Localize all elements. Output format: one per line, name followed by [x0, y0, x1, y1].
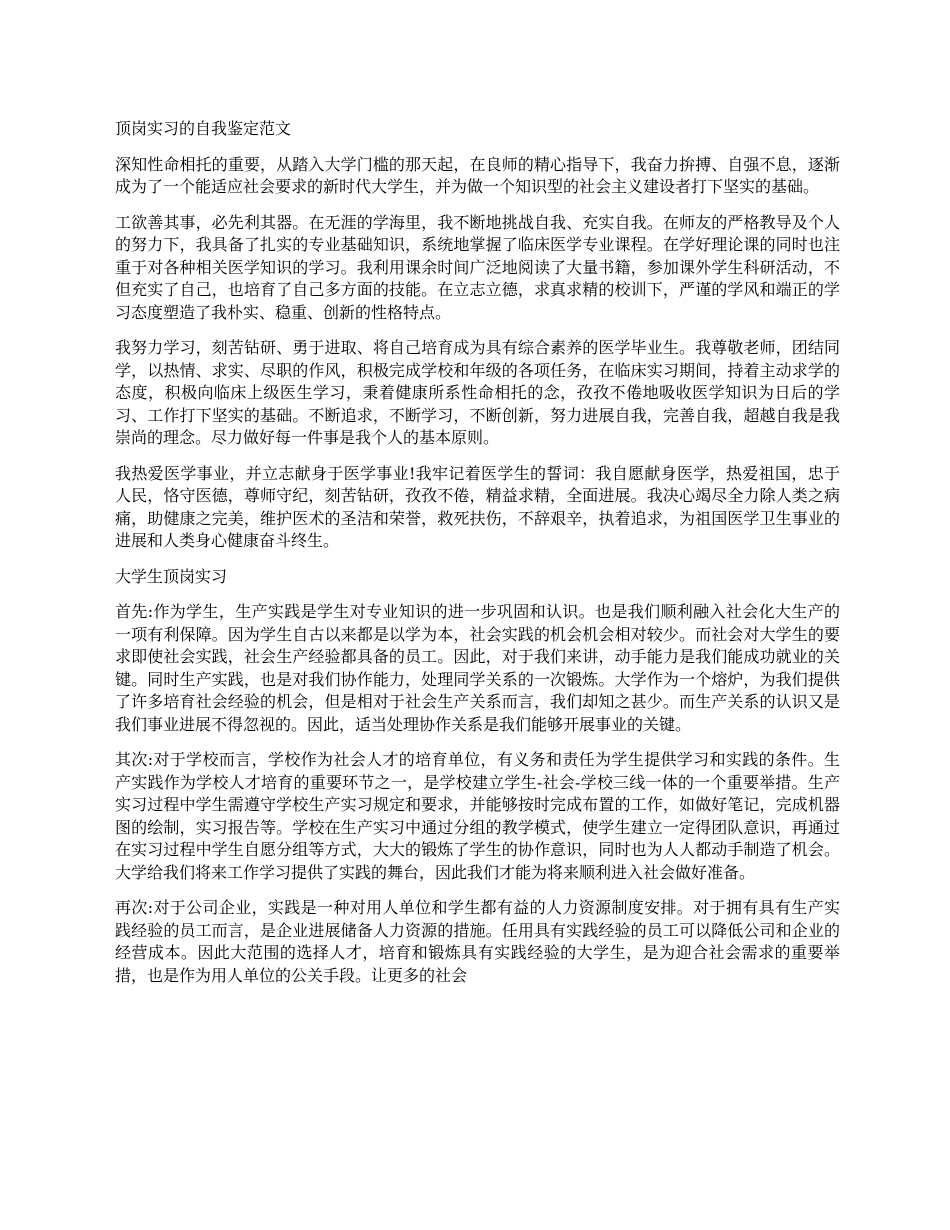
document-title: 顶岗实习的自我鉴定范文: [115, 119, 292, 138]
paragraph: 其次:对于学校而言，学校作为社会人才的培育单位，有义务和责任为学生提供学习和实践的条件。生产实践作为学校人才培育的重要环节之一，是学校建立学生-社会-学校三线一体的一个重要举措。生产实习过程中学生需遵守学校生产实习规定和要求，并能够按时完成布置的工作，如做好笔记，完成机器图的绘制，实习报告等。学校在生产实习中通过分组的教学模式，使学生建立一定得团队意识，再通过在实习过程中学生自愿分组等方式，大大的锻炼了学生的协作意识，同时也为人人都动手制造了机会。大学给我们将来工作学习提供了实践的舞台，因此我们才能为将来顺利进入社会做好准备。: [115, 750, 840, 882]
paragraph: 深知性命相托的重要，从踏入大学门槛的那天起，在良师的精心指导下，我奋力拚搏、自强不息，逐渐成为了一个能适应社会要求的新时代大学生，并为做一个知识型的社会主义建设者打下坚实的基础。: [115, 154, 840, 196]
section-heading: 大学生顶岗实习: [115, 566, 228, 586]
document-page: [115, 118, 840, 1000]
paragraph: 再次:对于公司企业，实践是一种对用人单位和学生都有益的人力资源制度安排。对于拥有具有生产实践经验的员工而言，是企业进展储备人力资源的措施。任用具有实践经验的员工可以降低公司和企业的经营成本。因此大范围的选择人才，培育和锻炼具有实践经验的大学生，是为迎合社会需求的重要举措，也是作为用人单位的公关手段。让更多的社会: [115, 898, 840, 985]
paragraph: 我热爱医学事业，并立志献身于医学事业!我牢记着医学生的誓词：我自愿献身医学，热爱祖国，忠于人民，恪守医德，尊师守纪，刻苦钻研，孜孜不倦，精益求精，全面进展。我决心竭尽全力除人类之病痛，助健康之完美，维护医术的圣洁和荣誉，救死扶伤，不辞艰辛，执着追求，为祖国医学卫生事业的进展和人类身心健康奋斗终生。: [115, 463, 840, 550]
paragraph: 我努力学习，刻苦钻研、勇于进取、将自己培育成为具有综合素养的医学毕业生。我尊敬老师，团结同学，以热情、求实、尽职的作风，积极完成学校和年级的各项任务，在临床实习期间，持着主动求学的态度，积极向临床上级医生学习，秉着健康所系性命相托的念，孜孜不倦地吸收医学知识为日后的学习、工作打下坚实的基础。不断追求，不断学习，不断创新，努力进展自我，完善自我，超越自我是我崇尚的理念。尽力做好每一件事是我个人的基本原则。: [115, 338, 840, 447]
paragraph: 首先:作为学生，生产实践是学生对专业知识的进一步巩固和认识。也是我们顺利融入社会化大生产的一项有利保障。因为学生自古以来都是以学为本，社会实践的机会机会相对较少。而社会对大学生的要求即使社会实践，社会生产经验都具备的员工。因此，对于我们来讲，动手能力是我们能成功就业的关键。同时生产实践，也是对我们协作能力，处理同学关系的一次锻炼。大学作为一个熔炉，为我们提供了许多培育社会经验的机会，但是相对于社会生产关系而言，我们却知之甚少。而生产关系的认识又是我们事业进展不得忽视的。因此，适当处理协作关系是我们能够开展事业的关键。: [115, 602, 840, 734]
paragraph: 工欲善其事，必先利其器。在无涯的学海里，我不断地挑战自我、充实自我。在师友的严格教导及个人的努力下，我具备了扎实的专业基础知识，系统地掌握了临床医学专业课程。在学好理论课的同时也注重于对各种相关医学知识的学习。我利用课余时间广泛地阅读了大量书籍，参加课外学生科研活动，不但充实了自己，也培育了自己多方面的技能。在立志立德，求真求精的校训下，严谨的学风和端正的学习态度塑造了我朴实、稳重、创新的性格特点。: [115, 212, 840, 322]
